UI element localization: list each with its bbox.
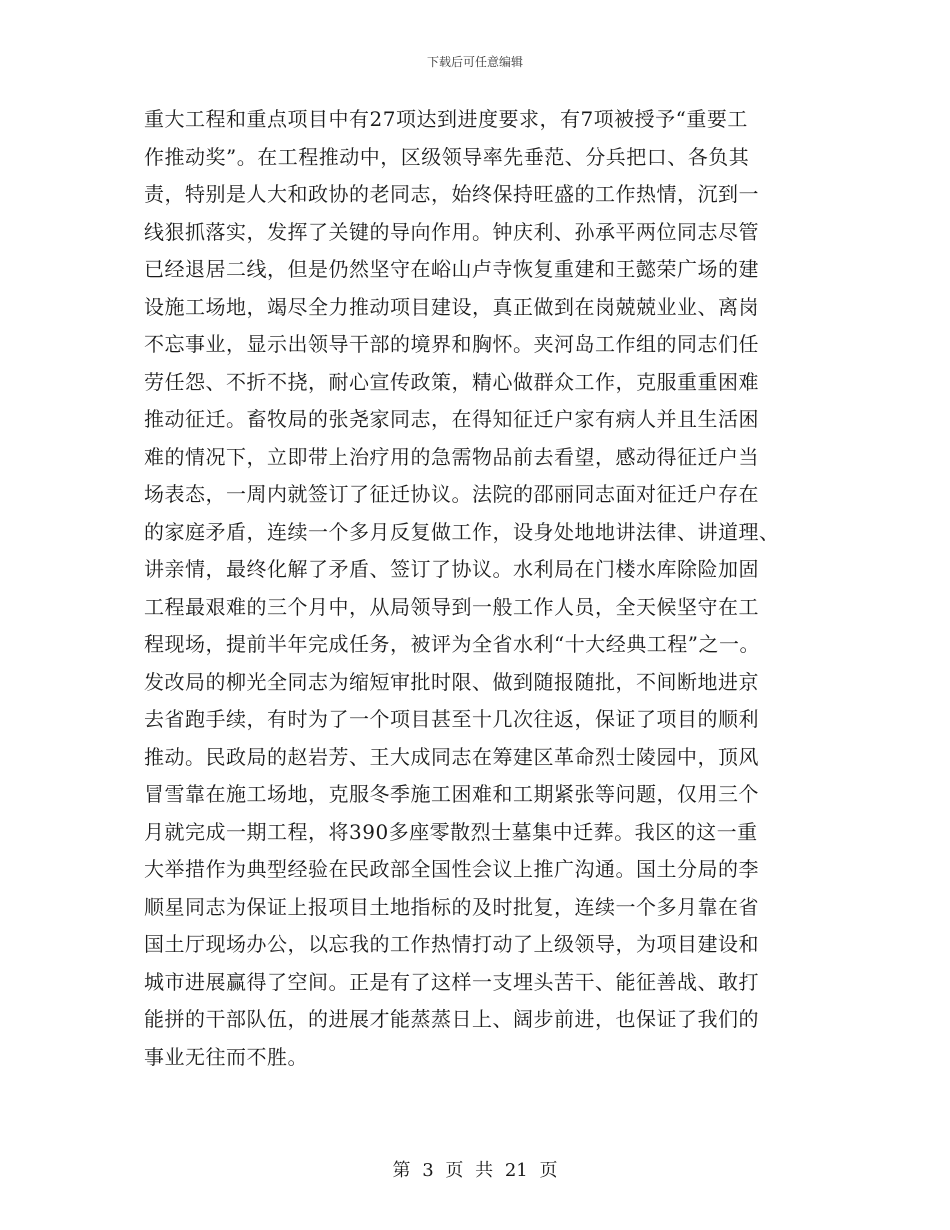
body-line: 已经退居二线，但是仍然坚守在峪山卢寺恢复重建和王懿荣广场的建 bbox=[144, 257, 759, 281]
body-line: 冒雪靠在施工场地，克服冬季施工困难和工期紧张等问题，仅用三个 bbox=[144, 782, 759, 806]
body-line: 月就完成一期工程，将390多座零散烈士墓集中迁葬。我区的这一重 bbox=[144, 819, 758, 844]
body-line: 不忘事业，显示出领导干部的境界和胸怀。夹河岛工作组的同志们任 bbox=[144, 332, 759, 356]
body-line: 场表态，一周内就签订了征迁协议。法院的邵丽同志面对征迁户存在 bbox=[144, 482, 759, 506]
body-line: 设施工场地，竭尽全力推动项目建设，真正做到在岗兢兢业业、离岗 bbox=[144, 294, 759, 319]
body-line: 发改局的柳光全同志为缩短审批时限、做到随报随批，不间断地进京 bbox=[144, 669, 759, 694]
document-body bbox=[144, 101, 814, 1076]
body-line: 推动征迁。畜牧局的张尧家同志，在得知征迁户家有病人并且生活困 bbox=[144, 407, 759, 431]
body-line: 工程最艰难的三个月中，从局领导到一般工作人员，全天候坚守在工 bbox=[144, 594, 759, 619]
body-line: 能拼的干部队伍，的进展才能蒸蒸日上、阔步前进，也保证了我们的 bbox=[144, 1007, 759, 1031]
body-line: 事业无往而不胜。 bbox=[144, 1044, 308, 1069]
body-line: 的家庭矛盾，连续一个多月反复做工作，设身处地地讲法律、讲道理、 bbox=[144, 519, 780, 544]
body-line: 难的情况下，立即带上治疗用的急需物品前去看望，感动得征迁户当 bbox=[144, 444, 759, 469]
body-line: 推动。民政局的赵岩芳、王大成同志在筹建区革命烈士陵园中，顶风 bbox=[144, 744, 759, 769]
body-line: 城市进展赢得了空间。正是有了这样一支埋头苦干、能征善战、敢打 bbox=[144, 969, 759, 994]
body-line: 作推动奖”。在工程推动中，区级领导率先垂范、分兵把口、各负其 bbox=[144, 144, 750, 169]
body-line: 线狠抓落实，发挥了关键的导向作用。钟庆利、孙承平两位同志尽管 bbox=[144, 219, 759, 244]
body-line: 讲亲情，最终化解了矛盾、签订了协议。水利局在门楼水库除险加固 bbox=[144, 557, 759, 581]
page-number: 第 3 页 共 21 页 bbox=[392, 1160, 558, 1181]
body-line: 劳任怨、不折不挠，耐心宣传政策，精心做群众工作，克服重重困难 bbox=[144, 369, 759, 394]
body-line: 大举措作为典型经验在民政部全国性会议上推广沟通。国土分局的李 bbox=[144, 857, 759, 881]
body-line: 责，特别是人大和政协的老同志，始终保持旺盛的工作热情，沉到一 bbox=[144, 182, 759, 206]
body-line: 程现场，提前半年完成任务，被评为全省水利“十大经典工程”之一。 bbox=[144, 632, 760, 656]
body-line: 顺星同志为保证上报项目土地指标的及时批复，连续一个多月靠在省 bbox=[144, 894, 759, 919]
body-line: 重大工程和重点项目中有27项达到进度要求，有7项被授予“重要工 bbox=[144, 107, 748, 131]
body-line: 去省跑手续，有时为了一个项目甚至十几次往返，保证了项目的顺利 bbox=[144, 707, 759, 731]
page-header: 下载后可任意编辑 bbox=[426, 55, 523, 69]
body-line: 国土厅现场办公，以忘我的工作热情打动了上级领导，为项目建设和 bbox=[144, 932, 759, 956]
